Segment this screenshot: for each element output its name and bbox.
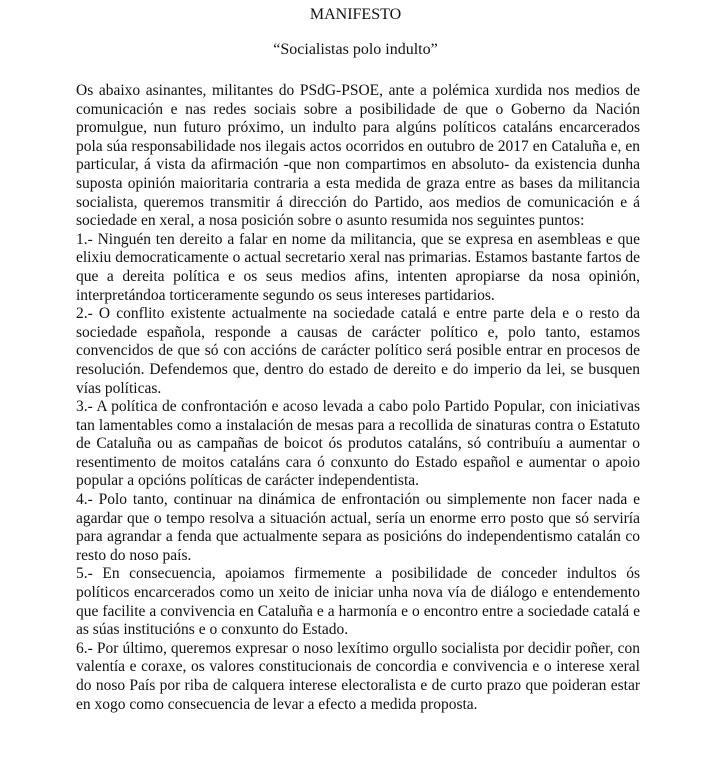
document-subtitle: “Socialistas polo indulto”: [273, 41, 438, 58]
point-6: 6.- Por último, queremos expresar o noso lexítimo orgullo socialista por decidir poñer, con valentía e coraxe, os valores constitucionais de concordia e convivencia e o interese xeral do noso País por riba de calquera interese electoralista e de curto prazo que poideran estar en xogo como consecuencia de levar a efecto a medida proposta.: [76, 639, 640, 713]
point-2: 2.- O conflito existente actualmente na sociedade catalá e entre parte dela e o resto da sociedade española, responde a causas de carácter político e, polo tanto, estamos convencidos de que só con accións de carácter político será posible entrar en procesos de resolución. Defendemos que, dentro do estado de dereito e do imperio da lei, se busquen vías políticas.: [76, 305, 640, 397]
document-title: MANIFESTO: [309, 6, 402, 23]
point-1: 1.- Ninguén ten dereito a falar en nome da militancia, que se expresa en asembleas e que elixiu democraticamente o actual secretario xeral nas primarias. Estamos bastante fartos de que a dereita política e os seus medios afins, intenten apropiarse da nosa opinión, interpretándoa torticeramente segundo os seus intereses partidarios.: [76, 230, 640, 304]
point-3: 3.- A política de confrontación e acoso levada a cabo polo Partido Popular, con iniciativas tan lamentables como a instalación de mesas para a recollida de sinaturas contra o Estatuto de Cataluña ou as campañas de boicot ós produtos cataláns, só contribuíu a aumentar o resentimento de moitos cataláns cara ó conxunto do Estado español e aumentar o apoio popular a opcións políticas de carácter independentista.: [76, 398, 640, 490]
intro-paragraph: Os abaixo asinantes, militantes do PSdG-PSOE, ante a polémica xurdida nos medios de comunicación e nas redes sociais sobre a posibilidade de que o Goberno da Nación promulgue, nun futuro próximo, un indulto para algúns políticos cataláns encarcerados pola súa responsabilidade nos ilegais actos ocorridos en outubro de 2017 en Cataluña e, en particular, á vista da afirmación -que non compartimos en absoluto- da existencia dunha suposta opinión maioritaria contraria a esta medida de graza entre as bases da militancia socialista, queremos transmitir á dirección do Partido, aos medios de comunicación e á sociedade en xeral, a nosa posición sobre o asunto resumida nos seguintes puntos:: [76, 82, 640, 230]
point-5: 5.- En consecuencia, apoiamos firmemente a posibilidade de conceder indultos ós políticos encarcerados como un xeito de iniciar unha nova vía de diálogo e entendemento que facilite a convivencia en Cataluña e a harmonía e o encontro entre a sociedade catalá e as súas institucións e o conxunto do Estado.: [76, 565, 640, 639]
point-4: 4.- Polo tanto, continuar na dinámica de enfrontación ou simplemente non facer nada e agardar que o tempo resolva a situación actual, sería un enorme erro posto que só serviría para agrandar a fenda que actualmente separa as posicións do independentismo catalán co resto do noso país.: [76, 491, 640, 564]
document-body: [76, 82, 640, 714]
